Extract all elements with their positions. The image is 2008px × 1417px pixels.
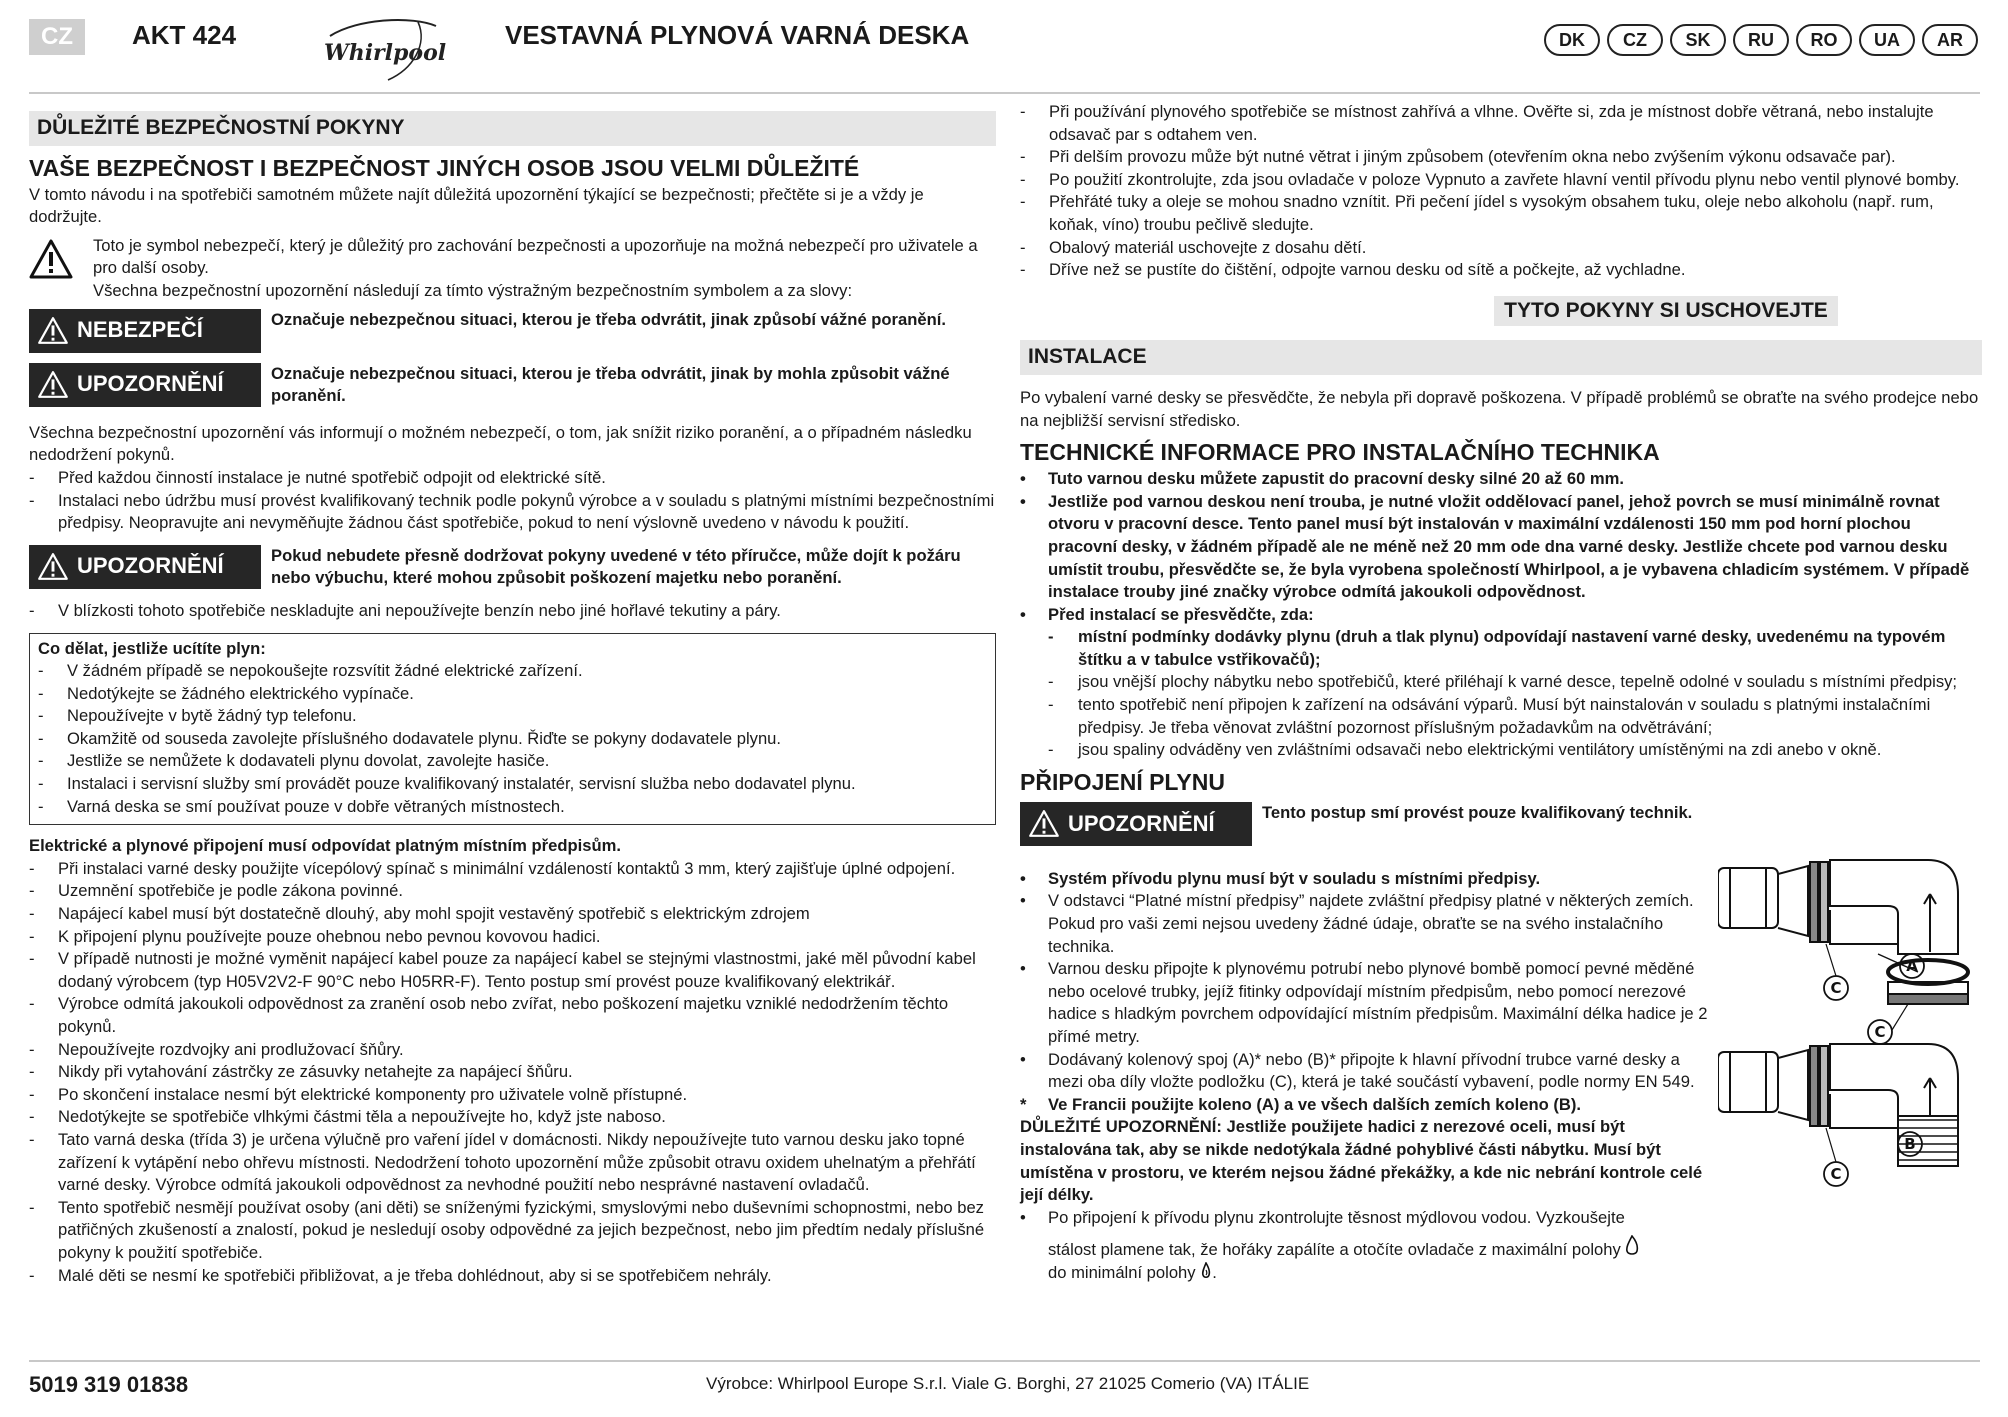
list-item: - Instalaci nebo údržbu musí provést kvalifikovaný technik podle pokynů výrobce a v souladu s platnými místními bezpečnostními předpisy. Neopravujte ani nevyměňujte žádnou část spotřebiče, pokud to není výslovně uvedeno v návodu k použití. bbox=[29, 490, 995, 533]
info-text: Všechna bezpečnostní upozornění vás informují o možném nebezpečí, o tom, jak snížit riziko poranění, a o případném následku nedodržení pokynů. bbox=[29, 422, 972, 465]
list-item: • Varnou desku připojte k plynovému potrubí nebo plynové bombě pomocí pevné měděné nebo ocelové trubky, jejíž fitinky odpovídají místním předpisům, nebo pomocí nerezové hadice s hladkým povrchem odpovídající místním předpisům. Maximální délka hadice je 2 přímé metry. bbox=[1020, 959, 1708, 1046]
list-item: - Obalový materiál uschovejte z dosahu dětí. bbox=[1020, 237, 1367, 257]
safety-heading: VAŠE BEZPEČNOST I BEZPEČNOST JINÝCH OSOB JSOU VELMI DŮLEŽITÉ bbox=[29, 154, 860, 181]
list-item: - Tento spotřebič nesmějí používat osoby (ani děti) se sníženými fyzickými, smyslovými nebo duševními schopnostmi, nebo bez patřičných zkušeností a znalostí, pokud je nesledují osoby odpovědné za jejich bezpečnost, nebo jim předtím nedaly příslušné pokyny k použití spotřebiče. bbox=[29, 1197, 985, 1262]
lang-pill-sk[interactable]: SK bbox=[1670, 24, 1726, 56]
list-item: - jsou spaliny odváděny ven zvláštními odsavači nebo elektrickými ventilátory umístěnými na zdi anebo v okně. bbox=[1048, 740, 1882, 760]
whirlpool-logo bbox=[318, 14, 448, 84]
elbow-connector-diagram bbox=[1718, 854, 1980, 1194]
lang-pill-ar[interactable]: AR bbox=[1922, 24, 1978, 56]
lang-pill-dk[interactable]: DK bbox=[1544, 24, 1600, 56]
list-item: • Před instalací se přesvědčte, zda: bbox=[1020, 604, 1314, 624]
install-text: Po vybalení varné desky se přesvědčte, že nebyla při dopravě poškozena. V případě problémů se obraťte na svého prodejce nebo na nejbližší servisní středisko. bbox=[1020, 387, 1979, 430]
list-item: - V blízkosti tohoto spotřebiče neskladujte ani nepoužívejte benzín nebo jiné hořlavé tekutiny a páry. bbox=[29, 600, 781, 620]
list-item: - tento spotřebič není připojen k zařízení na odsávání výparů. Musí být nainstalován v souladu s platnými instalačními předpisy. Je třeba věnovat zvláštní pozornost příslušným požadavkům na odvětrávání; bbox=[1048, 695, 1931, 737]
warning-badge bbox=[29, 363, 261, 407]
list-item: - Výrobce odmítá jakoukoli odpovědnost za zranění osob nebo zvířat, nebo poškození majetku vzniklé nedodržením těchto pokynů. bbox=[29, 994, 949, 1036]
gas-warning-badge bbox=[1020, 802, 1252, 846]
list-item: • V odstavci “Platné místní předpisy” najdete zvláštní předpisy platné v některých zemích. Pokud pro vaši zemi nejsou uvedeny žádné údaje, obraťte se na svého instalačního technika. bbox=[1020, 891, 1694, 956]
list-item: - Při delším provozu může být nutné větrat i jiným způsobem (otevřením okna nebo zvýšením výkonu odsavače par). bbox=[1020, 147, 1896, 167]
list-item: * Ve Francii použijte koleno (A) a ve všech dalších zemích koleno (B). bbox=[1020, 1094, 1581, 1114]
list-item: - jsou vnější plochy nábytku nebo spotřebičů, které přiléhají k varné desce, tepelně odolné v souladu s místními předpisy; bbox=[1048, 672, 1958, 692]
list-item: - Po použití zkontrolujte, zda jsou ovladače v poloze Vypnuto a zavřete hlavní ventil přívodu plynu nebo ventil plynové bomby. bbox=[1020, 169, 1960, 189]
list-item: • Tuto varnou desku můžete zapustit do pracovní desky silné 20 až 60 mm. bbox=[1020, 469, 1625, 489]
electrical-title: Elektrické a plynové připojení musí odpovídat platným místním předpisům. bbox=[29, 836, 621, 856]
list-item: - Tato varná deska (třída 3) je určena výlučně pro vaření jídel v domácnosti. Nikdy nepoužívejte tuto varnou desku jako topné zařízení k vytápění nebo ohřevu místnosti. Nedodržení tohoto upozornění může způsobit otravu oxidem uhelnatým a přehřátí varné desky. Výrobce odmítá jakoukoli odpovědnost za nevhodné použití nebo nesprávné nastavení ovladačů. bbox=[29, 1129, 976, 1195]
keep-instructions-label: TYTO POKYNY SI USCHOVEJTE bbox=[1494, 296, 1838, 327]
danger-symbol-row bbox=[29, 235, 996, 303]
danger-badge bbox=[29, 309, 261, 353]
gas-warning-row bbox=[1020, 802, 1982, 846]
list-item: - Uzemnění spotřebiče je podle zákona povinné. bbox=[29, 881, 404, 901]
list-item: - Po skončení instalace nesmí být elektrické komponenty pro uživatele volně přístupné. bbox=[29, 1084, 688, 1104]
list-item: - Při instalaci varné desky použijte vícepólový spínač s minimální vzdáleností kontaktů 3 mm, který zajišťuje úplné odpojení. bbox=[29, 858, 956, 878]
flame-max-icon bbox=[1625, 1235, 1639, 1257]
safety-intro: V tomto návodu i na spotřebiči samotném můžete najít důležitá upozornění týkající se bezpečnosti; přečtěte si je a vždy je dodržujte. bbox=[29, 184, 924, 227]
flame-min-icon bbox=[1200, 1262, 1212, 1280]
lang-pill-ua[interactable]: UA bbox=[1859, 24, 1915, 56]
list-item: - Přehřáté tuky a oleje se mohou snadno vznítit. Při pečení jídel s vysokým obsahem tuku, oleje nebo alkoholu (např. rum, koňak, víno) troubu pečlivě sledujte. bbox=[1020, 192, 1934, 234]
label-b: B bbox=[1904, 1134, 1916, 1153]
manufacturer-info: Výrobce: Whirlpool Europe S.r.l. Viale G. Borghi, 27 21025 Comerio (VA) ITÁLIE bbox=[706, 1374, 1310, 1393]
list-item: - Instalaci i servisní služby smí provádět pouze kvalifikovaný instalatér, servisní služba nebo dodavatel plynu. bbox=[38, 774, 856, 794]
left-column bbox=[29, 111, 996, 1287]
list-item: • Dodávaný kolenový spoj (A)* nebo (B)* připojte k hlavní přívodní trubce varné desky a mezi oba díly vložte podložku (C), která je také součástí vybavení, podle normy EN 549. bbox=[1020, 1049, 1695, 1092]
gas-warning-label: UPOZORNĚNÍ bbox=[1068, 810, 1215, 836]
warning-triangle-icon bbox=[37, 316, 69, 345]
section-title-safety: DŮLEŽITÉ BEZPEČNOSTNÍ POKYNY bbox=[29, 111, 996, 146]
list-item: - Nepoužívejte rozdvojky ani prodlužovací šňůry. bbox=[29, 1039, 404, 1059]
warning-text: Označuje nebezpečnou situaci, kterou je třeba odvrátit, jinak by mohla způsobit vážné poranění. bbox=[271, 363, 950, 406]
list-item: - Varná deska se smí používat pouze v dobře větraných místnostech. bbox=[38, 796, 565, 816]
list-item: - Jestliže se nemůžete k dodavateli plynu dovolat, zavolejte hasiče. bbox=[38, 751, 550, 771]
list-item: • Po připojení k přívodu plynu zkontrolujte těsnost mýdlovou vodou. Vyzkoušejte stálost plamene tak, že hořáky zapálíte a otočíte ovladače z maximální polohy do minimální polohy . bbox=[1020, 1207, 1720, 1285]
gas-smell-title: Co dělat, jestliže ucítíte plyn: bbox=[38, 638, 266, 658]
danger-text: Označuje nebezpečnou situaci, kterou je třeba odvrátit, jinak způsobí vážné poranění. bbox=[271, 309, 946, 329]
warning-triangle-icon bbox=[1028, 809, 1060, 838]
warning2-row bbox=[29, 545, 996, 590]
danger-label: NEBEZPEČÍ bbox=[77, 317, 203, 343]
lang-pill-ro[interactable]: RO bbox=[1796, 24, 1852, 56]
keep-instructions bbox=[1020, 296, 1982, 327]
language-selector bbox=[1544, 24, 1978, 56]
label-c-3: C bbox=[1830, 1164, 1842, 1183]
footer-divider bbox=[29, 1360, 1980, 1362]
warning-triangle-icon bbox=[29, 235, 93, 303]
list-item: - Nedotýkejte se spotřebiče vlhkými částmi těla a nepoužívejte ho, když jste naboso. bbox=[29, 1107, 666, 1127]
list-item: - Okamžitě od souseda zavolejte příslušného dodavatele plynu. Řiďte se pokyny dodavatele plynu. bbox=[38, 728, 782, 748]
list-item: - Nedotýkejte se žádného elektrického vypínače. bbox=[38, 683, 414, 703]
list-item: - V případě nutnosti je možné vyměnit napájecí kabel pouze za napájecí kabel se stejnými vlastnostmi, jaké měl původní kabel dodaný výrobcem (typ H05V2V2-F 90°C nebo H05RR-F). Tento postup smí provést pouze kvalifikovaný elektrikář. bbox=[29, 949, 976, 991]
label-c: C bbox=[1830, 978, 1842, 997]
header-divider bbox=[29, 92, 1980, 94]
warning-label: UPOZORNĚNÍ bbox=[77, 371, 224, 397]
language-code-badge: CZ bbox=[29, 19, 85, 55]
gas-warning-text: Tento postup smí provést pouze kvalifikovaný technik. bbox=[1262, 802, 1693, 822]
list-item: • Systém přívodu plynu musí být v souladu s místními předpisy. bbox=[1020, 868, 1541, 888]
symbol-explanation: Toto je symbol nebezpečí, který je důležitý pro zachování bezpečnosti a upozorňuje na možná nebezpečí pro uživatele a pro další osoby. bbox=[93, 235, 978, 278]
list-item: - Nepoužívejte v bytě žádný typ telefonu. bbox=[38, 706, 357, 726]
warning-triangle-icon bbox=[37, 370, 69, 399]
svg-text:Whirlpool: Whirlpool bbox=[324, 40, 447, 66]
warning2-label: UPOZORNĚNÍ bbox=[77, 553, 224, 579]
list-item: - Dříve než se pustíte do čištění, odpojte varnou desku od sítě a počkejte, až vychladne. bbox=[1020, 260, 1686, 280]
section-title-installation: INSTALACE bbox=[1020, 340, 1982, 375]
lang-pill-cz[interactable]: CZ bbox=[1607, 24, 1663, 56]
list-item: - V žádném případě se nepokoušejte rozsvítit žádné elektrické zařízení. bbox=[38, 661, 583, 681]
gas-smell-box bbox=[29, 633, 996, 826]
document-title: VESTAVNÁ PLYNOVÁ VARNÁ DESKA bbox=[505, 20, 970, 50]
symbol-explanation-2: Všechna bezpečnostní upozornění následují za tímto výstražným bezpečnostním symbolem a za slovy: bbox=[93, 280, 853, 300]
list-item: - Před každou činností instalace je nutné spotřebič odpojit od elektrické sítě. bbox=[29, 467, 606, 487]
list-item: • Jestliže pod varnou deskou není trouba, je nutné vložit oddělovací panel, jehož povrch se musí minimálně rovnat otvoru v pracovní desce. Tento panel musí být instalován v maximální vzdálenosti 150 mm pod horní plochou pracovní desky, v žádném případě ale ne méně než 20 mm ode dna varné desky. Jestliže chcete pod varnou desku umístit troubu, přesvědčte se, že byla vyrobena společností Whirlpool, a je vybavena chladicím systémem. V případě instalace trouby jiné značky výrobce odmítá jakoukoli odpovědnost. bbox=[1020, 491, 1970, 602]
document-code: 5019 319 01838 bbox=[29, 1372, 189, 1397]
list-item: - Při používání plynového spotřebiče se místnost zahřívá a vlhne. Ověřte si, zda je místnost dobře větraná, nebo instalujte odsavač par s odtahem ven. bbox=[1020, 102, 1934, 144]
warning2-text: Pokud nebudete přesně dodržovat pokyny uvedené v této příručce, může dojít k požáru nebo výbuchu, které mohou způsobit poškození majetku nebo poranění. bbox=[271, 545, 961, 588]
tech-heading: TECHNICKÉ INFORMACE PRO INSTALAČNÍHO TECHNIKA bbox=[1020, 439, 1660, 466]
warning-row bbox=[29, 363, 996, 408]
danger-row bbox=[29, 309, 996, 353]
list-item: - Napájecí kabel musí být dostatečně dlouhý, aby mohl spojit vestavěný spotřebič s elektrickým zdrojem bbox=[29, 904, 810, 924]
list-item: - Malé děti se nesmí ke spotřebiči přibližovat, a je třeba dohlédnout, aby si se spotřebičem nehrály. bbox=[29, 1265, 772, 1285]
gas-heading: PŘIPOJENÍ PLYNU bbox=[1020, 768, 1225, 795]
warning-triangle-icon bbox=[37, 552, 69, 581]
list-item: - místní podmínky dodávky plynu (druh a tlak plynu) odpovídají nastavení varné desky, uvedenému na typovém štítku a v tabulce vstřikovačů); bbox=[1048, 627, 1946, 669]
label-a: A bbox=[1906, 956, 1918, 975]
list-item: - Nikdy při vytahování zástrčky ze zásuvky netahejte za napájecí šňůru. bbox=[29, 1062, 573, 1082]
right-column bbox=[1020, 101, 1982, 1285]
list-item: - K připojení plynu používejte pouze ohebnou nebo pevnou kovovou hadici. bbox=[29, 926, 601, 946]
important-note: DŮLEŽITÉ UPOZORNĚNÍ: Jestliže použijete hadici z nerezové oceli, musí být instalována tak, aby se nikde nedotýkala žádné pohyblivé části nábytku. Musí být umístěna v prostoru, ve kterém nejsou žádné překážky, a kde nic nebrání kontrole celé její délky. bbox=[1020, 1117, 1703, 1205]
lang-pill-ru[interactable]: RU bbox=[1733, 24, 1789, 56]
model-number: AKT 424 bbox=[132, 20, 237, 50]
warning2-badge bbox=[29, 545, 261, 589]
label-c-2: C bbox=[1874, 1022, 1886, 1041]
gas-connection-area bbox=[1020, 868, 1982, 1285]
